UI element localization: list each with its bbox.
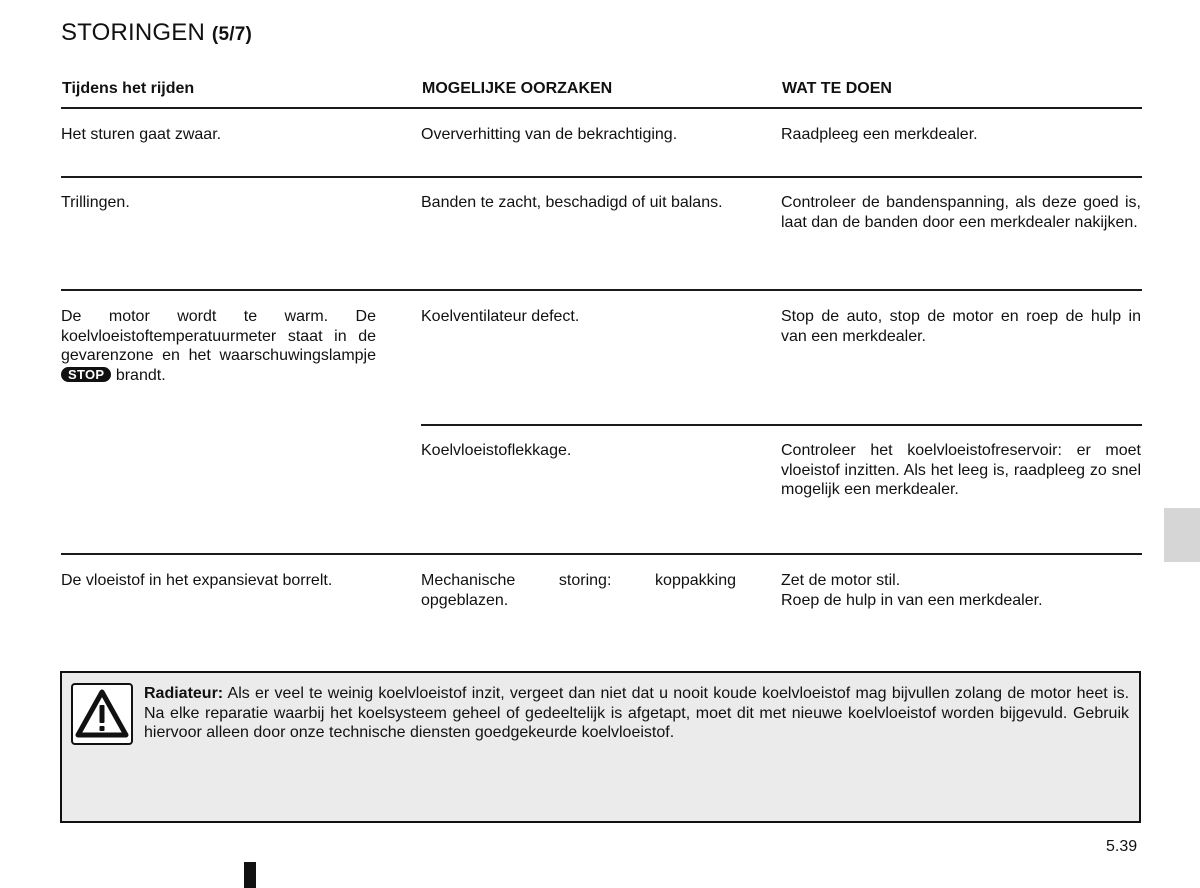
row4-cause: Koelvloeistoflekkage. xyxy=(421,442,572,459)
row1-action: Raadpleeg een merkdealer. xyxy=(781,126,978,143)
warning-text xyxy=(144,684,1129,743)
warning-triangle-icon xyxy=(73,685,131,743)
row-divider xyxy=(61,176,1142,178)
warning-label: Radiateur: xyxy=(144,685,224,702)
warning-body: Als er veel te weinig koelvloeistof inzit, vergeet dan niet dat u nooit koude koelvloeistof mag bijvullen zolang de motor heet is. Na elke reparatie waarbij het koelsysteem geheel of gedeeltelijk is afgetapt, moet dit met nieuwe koelvloeistof worden bijgevuld. Gebruik hiervoor alleen door onze technische diensten goedgekeurde koelvloeistof. xyxy=(144,685,1130,741)
row5-action-line: Zet de motor stil. xyxy=(781,572,901,589)
edge-marker xyxy=(244,862,256,888)
row5-cause: Mechanische storing: koppakking opgeblazen. xyxy=(421,572,736,609)
header-divider xyxy=(61,107,1142,109)
row5-symptom: De vloeistof in het expansievat borrelt. xyxy=(61,572,333,589)
title-text: STORINGEN xyxy=(61,19,206,46)
row2-symptom: Trillingen. xyxy=(61,194,130,211)
page-title xyxy=(61,19,252,49)
row3-symptom xyxy=(61,307,376,385)
row3-symptom-end: brandt. xyxy=(115,366,166,384)
row3-cause: Koelventilateur defect. xyxy=(421,308,580,325)
column-header-actions: WAT TE DOEN xyxy=(782,80,892,97)
row1-cause: Oververhitting van de bekrachtiging. xyxy=(421,126,678,143)
row-divider xyxy=(61,289,1142,291)
row1-symptom: Het sturen gaat zwaar. xyxy=(61,126,222,143)
section-thumb-tab xyxy=(1164,508,1200,562)
warning-icon-frame xyxy=(71,683,133,745)
title-page-indicator: (5/7) xyxy=(211,24,252,45)
row5-action xyxy=(781,571,1141,610)
page-number: 5.39 xyxy=(1106,838,1138,855)
row4-action: Controleer het koelvloeistofreservoir: er moet vloeistof inzitten. Als het leeg is, raadpleeg zo snel mogelijk een merkdealer. xyxy=(781,442,1141,498)
column-header-symptom: Tijdens het rijden xyxy=(62,80,195,97)
row2-cause: Banden te zacht, beschadigd of uit balans. xyxy=(421,194,723,211)
radiator-warning-box xyxy=(60,671,1141,823)
row-divider xyxy=(61,553,1142,555)
stop-warning-lamp-icon: STOP xyxy=(61,367,111,382)
row5-action-line: Roep de hulp in van een merkdealer. xyxy=(781,591,1043,609)
column-header-causes: MOGELIJKE OORZAKEN xyxy=(422,80,613,97)
row3-action: Stop de auto, stop de motor en roep de hulp in van een merkdealer. xyxy=(781,308,1141,345)
row3-symptom-text: De motor wordt te warm. De koelvloeistoftemperatuurmeter staat in de gevarenzone en het waarschuwingslampje xyxy=(61,308,376,364)
subrow-divider xyxy=(421,424,1142,426)
row2-action: Controleer de bandenspanning, als deze goed is, laat dan de banden door een merkdealer nakijken. xyxy=(781,194,1141,231)
